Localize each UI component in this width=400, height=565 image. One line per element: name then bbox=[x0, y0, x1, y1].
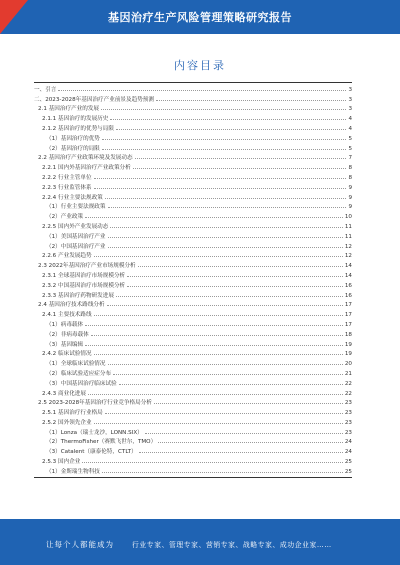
toc-entry[interactable] bbox=[34, 416, 352, 426]
footer-slogan-right: 行业专家、管理专家、营销专家、战略专家、成功企业家…… bbox=[132, 541, 332, 549]
toc-entry-page: 21 bbox=[344, 370, 352, 377]
toc-entry-label: （1）全球临床试验情况 bbox=[46, 361, 106, 368]
toc-dot-leader bbox=[94, 423, 343, 424]
toc-entry-label: （2）非病毒载体 bbox=[46, 331, 89, 338]
toc-dot-leader bbox=[156, 100, 346, 101]
toc-entry[interactable] bbox=[34, 132, 352, 142]
toc-entry-label: （3）Catalent（康泰伦特，CTLT） bbox=[46, 449, 137, 456]
toc-entry-label: （2）产业政策 bbox=[46, 214, 84, 221]
toc-entry[interactable] bbox=[34, 426, 352, 436]
toc-entry[interactable] bbox=[34, 387, 352, 397]
toc-entry-label: （2）ThermoFisher（赛默飞世尔，TMO） bbox=[46, 439, 157, 446]
toc-entry-page: 24 bbox=[344, 439, 352, 446]
toc-entry[interactable] bbox=[34, 318, 352, 328]
toc-dot-leader bbox=[94, 178, 347, 179]
toc-dot-leader bbox=[110, 227, 343, 228]
toc-dot-leader bbox=[102, 472, 343, 473]
toc-entry-label: （1）美国基因治疗产业 bbox=[46, 233, 106, 240]
toc-entry-label: （3）中国基因治疗临床试验 bbox=[46, 380, 117, 387]
toc-entry-label: 2.1 基因治疗产业的发展 bbox=[38, 106, 100, 113]
toc-dot-leader bbox=[113, 374, 343, 375]
toc-entry[interactable] bbox=[34, 142, 352, 152]
toc-entry-label: （1）基因治疗的优势 bbox=[46, 135, 100, 142]
toc-dot-leader bbox=[116, 296, 343, 297]
toc-entry-page: 10 bbox=[344, 214, 352, 221]
toc-dot-leader bbox=[94, 256, 343, 257]
toc-entry-page: 25 bbox=[344, 459, 352, 466]
toc-entry[interactable] bbox=[34, 181, 352, 191]
toc-entry[interactable] bbox=[34, 259, 352, 269]
toc-dot-leader bbox=[58, 90, 346, 91]
toc-dot-leader bbox=[85, 345, 343, 346]
footer-slogan-left: 让每个人都能成为 bbox=[46, 540, 114, 549]
toc-entry-page: 3 bbox=[348, 86, 352, 93]
toc-entry[interactable] bbox=[34, 348, 352, 358]
toc-entry-page: 9 bbox=[348, 194, 352, 201]
toc-entry-label: 2.2 基因治疗产业政策环境及发展动态 bbox=[38, 155, 133, 162]
toc-entry-page: 17 bbox=[344, 302, 352, 309]
toc-entry-label: （1）金斯瑞生物科技 bbox=[46, 468, 100, 475]
toc-entry-label: （2）临床试验适应症分布 bbox=[46, 370, 112, 377]
toc-entry-page: 19 bbox=[344, 351, 352, 358]
toc-entry-label: 2.2.5 国内外产业发展动态 bbox=[42, 223, 109, 230]
toc-entry-page: 9 bbox=[348, 204, 352, 211]
toc-entry[interactable] bbox=[34, 103, 352, 113]
toc-entry-page: 11 bbox=[344, 233, 352, 240]
toc-entry[interactable] bbox=[34, 279, 352, 289]
toc-entry-label: 2.5.1 基因治疗行业格局 bbox=[42, 410, 103, 417]
toc-dot-leader bbox=[119, 384, 343, 385]
toc-entry-page: 4 bbox=[348, 116, 352, 123]
toc-entry-page: 14 bbox=[344, 272, 352, 279]
toc-entry-page: 8 bbox=[348, 165, 352, 172]
toc-entry-page: 24 bbox=[344, 449, 352, 456]
toc-entry-label: 2.2.4 行业主要法规政策 bbox=[42, 194, 103, 201]
toc-entry-page: 25 bbox=[344, 468, 352, 475]
toc-dot-leader bbox=[105, 413, 343, 414]
toc-dot-leader bbox=[94, 315, 343, 316]
toc-dot-leader bbox=[127, 276, 343, 277]
toc-entry-page: 4 bbox=[348, 125, 352, 132]
toc-entry-label: （2）中国基因治疗产业 bbox=[46, 243, 106, 250]
toc-entry-page: 19 bbox=[344, 341, 352, 348]
toc-dot-leader bbox=[102, 139, 347, 140]
toc-entry-label: 2.1.2 基因治疗的优势与局限 bbox=[42, 125, 114, 132]
toc-dot-leader bbox=[108, 207, 347, 208]
toc-entry-page: 16 bbox=[344, 292, 352, 299]
toc-dot-leader bbox=[91, 335, 343, 336]
toc-entry-page: 5 bbox=[348, 145, 352, 152]
toc-entry[interactable] bbox=[34, 210, 352, 220]
toc-entry-label: 二、2023-2028年基因治疗产业前景及趋势预测 bbox=[34, 96, 154, 103]
toc-entry[interactable] bbox=[34, 93, 352, 103]
toc-entry-page: 18 bbox=[344, 331, 352, 338]
toc-dot-leader bbox=[110, 119, 346, 120]
toc-entry[interactable] bbox=[34, 455, 352, 465]
toc-entry-page: 17 bbox=[344, 312, 352, 319]
toc-dot-leader bbox=[102, 149, 347, 150]
toc-dot-leader bbox=[94, 188, 347, 189]
toc-entry-page: 8 bbox=[348, 174, 352, 181]
toc-entry-label: 2.5.2 国外领先企业 bbox=[42, 419, 92, 426]
toc-dot-leader bbox=[138, 266, 343, 267]
toc-entry[interactable] bbox=[34, 397, 352, 407]
toc-dot-leader bbox=[116, 129, 346, 130]
toc-entry[interactable] bbox=[34, 152, 352, 162]
toc-entry-label: 2.4.1 主要技术路线 bbox=[42, 312, 92, 319]
toc-entry[interactable] bbox=[34, 308, 352, 318]
toc-entry-page: 3 bbox=[348, 106, 352, 113]
toc-dot-leader bbox=[108, 364, 343, 365]
toc-dot-leader bbox=[133, 168, 347, 169]
toc-entry-label: 2.2.2 行业主管单位 bbox=[42, 174, 92, 181]
toc-dot-leader bbox=[105, 198, 347, 199]
toc-entry-page: 5 bbox=[348, 135, 352, 142]
toc-dot-leader bbox=[127, 286, 343, 287]
toc-entry[interactable] bbox=[34, 83, 352, 93]
toc-entry[interactable] bbox=[34, 357, 352, 367]
toc-dot-leader bbox=[85, 217, 343, 218]
toc-entry-label: 2.3.1 全球基因治疗市场规模分析 bbox=[42, 272, 126, 279]
toc-dot-leader bbox=[108, 237, 343, 238]
toc-dot-leader bbox=[108, 247, 343, 248]
toc-dot-leader bbox=[135, 158, 347, 159]
toc-dot-leader bbox=[145, 433, 343, 434]
table-of-contents bbox=[34, 83, 352, 475]
toc-entry[interactable] bbox=[34, 289, 352, 299]
toc-entry-label: （1）病毒载体 bbox=[46, 321, 84, 328]
toc-entry-page: 9 bbox=[348, 184, 352, 191]
toc-entry[interactable] bbox=[34, 191, 352, 201]
page-footer bbox=[0, 519, 400, 565]
toc-entry-page: 16 bbox=[344, 282, 352, 289]
toc-entry[interactable] bbox=[34, 269, 352, 279]
toc-entry-page: 23 bbox=[344, 419, 352, 426]
toc-entry-label: 2.3.3 基因治疗药物研发进展 bbox=[42, 292, 114, 299]
toc-dot-leader bbox=[82, 462, 342, 463]
toc-entry-label: 2.3.2 中国基因治疗市场规模分析 bbox=[42, 282, 126, 289]
toc-entry[interactable] bbox=[34, 240, 352, 250]
toc-dot-leader bbox=[154, 403, 343, 404]
toc-entry-page: 17 bbox=[344, 321, 352, 328]
toc-entry-page: 22 bbox=[344, 380, 352, 387]
toc-entry-page: 20 bbox=[344, 361, 352, 368]
report-header bbox=[0, 0, 400, 34]
toc-entry-page: 23 bbox=[344, 410, 352, 417]
toc-entry-page: 11 bbox=[344, 223, 352, 230]
toc-entry[interactable] bbox=[34, 161, 352, 171]
toc-entry[interactable] bbox=[34, 367, 352, 377]
toc-entry[interactable] bbox=[34, 445, 352, 455]
toc-entry-page: 14 bbox=[344, 263, 352, 270]
toc-entry[interactable] bbox=[34, 201, 352, 211]
toc-entry-label: （3）基因编辑 bbox=[46, 341, 84, 348]
toc-entry-label: 2.2.3 行业监管体系 bbox=[42, 184, 92, 191]
toc-entry[interactable] bbox=[34, 220, 352, 230]
toc-dot-leader bbox=[88, 394, 343, 395]
toc-bottom-rule bbox=[34, 477, 352, 478]
toc-entry[interactable] bbox=[34, 122, 352, 132]
toc-entry-page: 23 bbox=[344, 429, 352, 436]
toc-entry[interactable] bbox=[34, 250, 352, 260]
toc-dot-leader bbox=[158, 442, 343, 443]
toc-entry[interactable] bbox=[34, 436, 352, 446]
toc-entry[interactable] bbox=[34, 377, 352, 387]
toc-entry-label: 2.2.6 产业发展趋势 bbox=[42, 253, 92, 260]
toc-entry-label: 2.5 2023-2028年基因治疗行业竞争格局分析 bbox=[38, 400, 152, 407]
toc-entry[interactable] bbox=[34, 171, 352, 181]
toc-entry-label: 2.4.3 商业化进展 bbox=[42, 390, 86, 397]
toc-entry-page: 7 bbox=[348, 155, 352, 162]
toc-entry-label: 2.4.2 临床试验情况 bbox=[42, 351, 92, 358]
toc-entry-page: 3 bbox=[348, 96, 352, 103]
toc-entry-label: （1）行业主要法规政策 bbox=[46, 204, 106, 211]
toc-dot-leader bbox=[101, 109, 346, 110]
toc-dot-leader bbox=[94, 354, 343, 355]
toc-entry[interactable] bbox=[34, 338, 352, 348]
toc-entry-label: （1）Lonza（瑞士龙沙，LONN.SIX） bbox=[46, 429, 143, 436]
toc-entry-label: （2）基因治疗的局限 bbox=[46, 145, 100, 152]
toc-entry-page: 12 bbox=[344, 243, 352, 250]
toc-dot-leader bbox=[85, 325, 343, 326]
toc-entry[interactable] bbox=[34, 112, 352, 122]
toc-entry-page: 23 bbox=[344, 400, 352, 407]
toc-entry[interactable] bbox=[34, 328, 352, 338]
toc-entry[interactable] bbox=[34, 299, 352, 309]
toc-entry-page: 22 bbox=[344, 390, 352, 397]
toc-entry[interactable] bbox=[34, 406, 352, 416]
toc-dot-leader bbox=[107, 305, 343, 306]
toc-entry-label: 2.4 基因治疗技术路线分析 bbox=[38, 302, 105, 309]
toc-entry-label: 2.2.1 国内外基因治疗产业政策分析 bbox=[42, 165, 131, 172]
toc-entry-page: 12 bbox=[344, 253, 352, 260]
toc-entry[interactable] bbox=[34, 230, 352, 240]
toc-title: 内容目录 bbox=[174, 59, 226, 72]
toc-entry[interactable] bbox=[34, 465, 352, 475]
toc-entry-label: 2.3 2022年基因治疗产业市场规模分析 bbox=[38, 263, 136, 270]
toc-entry-label: 2.5.3 国内企业 bbox=[42, 459, 81, 466]
toc-entry-label: 2.1.1 基因治疗的发展历史 bbox=[42, 116, 109, 123]
toc-dot-leader bbox=[139, 452, 343, 453]
report-title: 基因治疗生产风险管理策略研究报告 bbox=[108, 11, 292, 24]
toc-entry-label: 一、引言 bbox=[34, 86, 57, 93]
